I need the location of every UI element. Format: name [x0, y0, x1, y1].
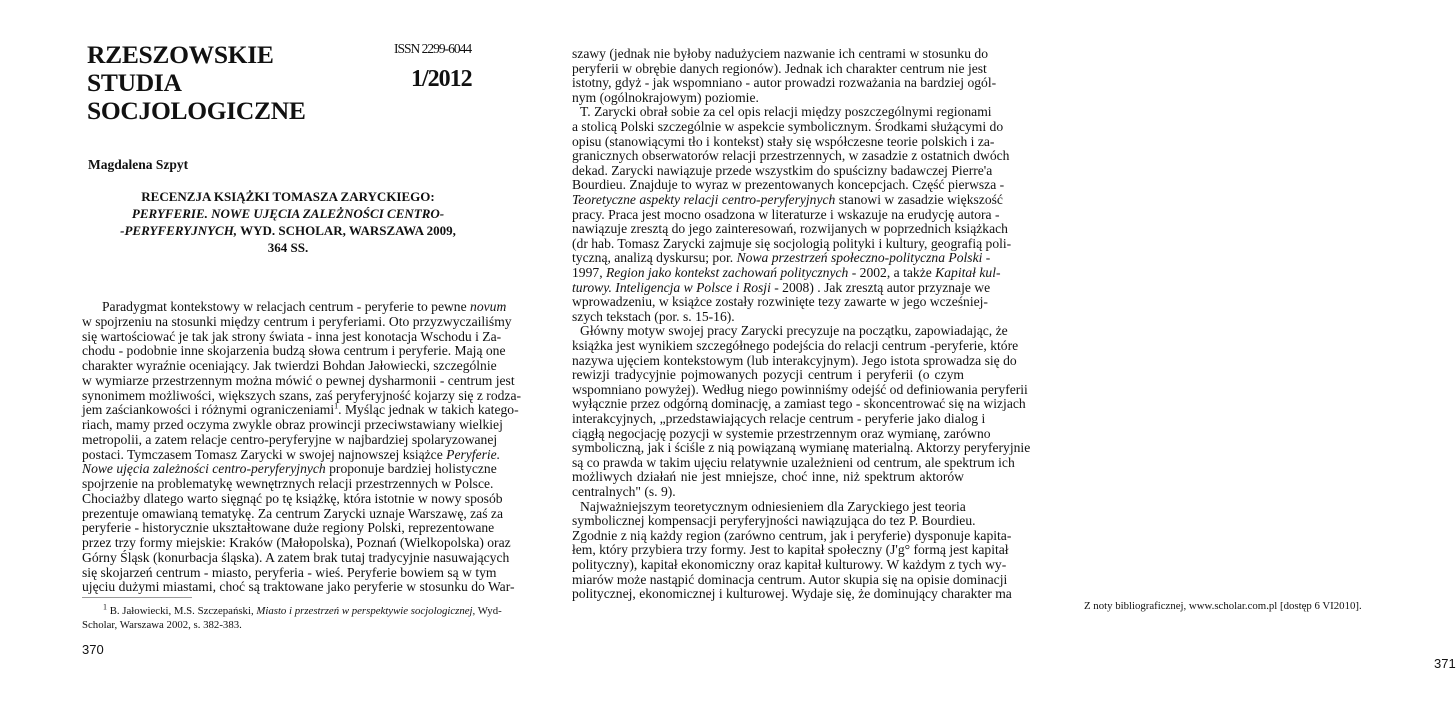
text-line: miarów może nastąpić dominacja centrum. Autor skupia się na opisie dominacji [572, 571, 1008, 587]
review-title-line3-italic: -PERYFERYJNYCH, [120, 223, 238, 238]
text-line: postaci. Tymczasem Tomasz Zarycki w swojej najnowszej książce Peryferie. [82, 446, 501, 462]
text-line: (dr hab. Tomasz Zarycki zajmuje się socjologią polityki i kultury, geografią poli- [572, 235, 1012, 251]
review-author: Magdalena Szpyt [88, 157, 189, 172]
text-line: przez trzy formy miejskie: Kraków (Małopolska), Poznań (Wielkopolska) oraz [82, 535, 511, 550]
text-line: szawy (jednak nie byłoby nadużyciem nazwanie ich centrami w stosunku do [572, 46, 988, 61]
text-line: możliwych działań nie jest mniejsze, choć inne, niż spektrum aktorów [572, 469, 964, 485]
text-line: się wartościować je tak jak strony świata - inna jest konotacja Wschodu i Za- [82, 328, 502, 344]
footnote-mark: 1 [103, 602, 107, 612]
left-page [0, 0, 522, 724]
issn: ISSN 2299-6044 [394, 41, 472, 56]
footnote-rule [82, 597, 192, 598]
review-title [108, 188, 468, 256]
right-footnote: Z noty bibliograficznej, www.scholar.com.pl [dostęp 6 VI2010]. [1084, 600, 1362, 612]
text-line: ciągłą negocjację pozycji w systemie przestrzennym oraz wymianę, zarówno [572, 425, 991, 441]
text-line: symboliczną, jak i ściśle z nią powiązaną wymianę materialną. Aktorzy peryferyjnie [572, 440, 1031, 456]
text-line: istotny, gdyż - jak wspomniano - autor prowadzi rozważania na bardziej ogól- [572, 75, 997, 91]
text-line: opisu (stanowiącymi tło i kontekst) stały się współczesne teorie polskich i za- [572, 133, 995, 149]
text-line: Górny Śląsk (konurbacja śląska). A zatem brak tutaj tradycyjnie nasuwających [82, 549, 510, 565]
text-line: pracy. Praca jest mocno osadzona w literaturze i wskazuje na erudycję autora - [572, 206, 1000, 222]
issue-number: 1/2012 [411, 66, 472, 92]
text-line: symbolicznej kompensacji peryferyjności nawiązująca do tez P. Bourdieu. [572, 513, 976, 529]
text-line: nym (ogólnokrajowym) poziomie. [572, 89, 759, 105]
text-line: wyłącznie przez odgórną dominację, a zamiast tego - skoncentrować się na wizjach [572, 396, 1026, 412]
page-number-right: 371 [1434, 656, 1456, 671]
page-number-left: 370 [82, 642, 104, 657]
text-line: Chociażby dlatego warto sięgnąć po tę książkę, która istotnie w nowy sposób [82, 490, 503, 506]
journal-title-line1: RZESZOWSKIE [87, 40, 274, 69]
text-line: centralnych" (s. 9). [572, 484, 676, 499]
text-line: Główny motyw swojej pracy Zarycki precyzuje na początku, zapowiadając, że [580, 323, 1008, 339]
text-line: w wymiarze przestrzennym można mówić o pewnej dysharmonii - centrum jest [82, 372, 515, 388]
text-line: riach, mamy przed oczyma zwykle obraz prowincji przeciwstawiany wielkiej [82, 417, 503, 432]
text-line: jem zaściankowości i różnymi ograniczeniami$^1$. Myśląc jednak w takich katego- [82, 401, 519, 418]
text-line: Teoretyczne aspekty relacji centro-peryferyjnych stanowi w zasadzie większość [572, 192, 1003, 207]
text-line: 1997, Region jako kontekst zachowań politycznych - 2002, a także Kapitał kul- [572, 265, 1001, 280]
review-title-line4: 364 SS. [267, 240, 309, 255]
text-line: Bourdieu. Znajduje to wyraz w prezentowanych koncepcjach. Część pierwsza - [572, 177, 1005, 193]
text-line: są co prawda w takim ujęciu relatywnie uzależnieni od centrum, ale spektrum ich [572, 454, 1015, 470]
text-line: rewizji tradycyjnie pojmowanych pozycji centrum i peryferii (o czym [572, 367, 964, 383]
text-line: szych tekstach (por. s. 15-16). [572, 308, 735, 324]
text-line: tyczną, analizą dyskursu; por. Nowa przestrzeń społeczno-polityczna Polski - [572, 250, 991, 266]
text-line: łem, który przybiera trzy formy. Jest to kapitał społeczny (J'g° formą jest kapitał [572, 542, 1009, 558]
text-line: interakcyjnych, „przedstawiających relacje centrum - peryferie jako dialog i [572, 411, 986, 426]
review-title-line3 [108, 222, 468, 239]
journal-title [87, 41, 387, 125]
review-title-line3-plain: WYD. SCHOLAR, WARSZAWA 2009, [237, 223, 456, 238]
text-line: Najważniejszym teoretycznym odniesieniem dla Zaryckiego jest teoria [580, 498, 966, 514]
text-line: charakter wyraźnie oceniający. Jak twierdzi Bohdan Jałowiecki, szczególnie [82, 358, 497, 373]
text-line: peryferii w obrębie danych regionów). Jednak ich charakter centrum nie jest [572, 60, 987, 76]
text-line: wspomniano powyżej). Według niego powinniśmy odejść od definiowania peryferii [572, 381, 1028, 397]
text-line: książka jest wynikiem szczegółnego podejścia do relacji centrum -peryferie, które [572, 338, 1019, 353]
text-line: polityczny), kapitał ekonomiczny oraz kapitał kulturowy. W każdym z tych wy- [572, 557, 1007, 572]
text-line: się skojarzeń centrum - miasto, peryferia - wieś. Peryferie bowiem są w tym [82, 564, 497, 580]
text-line: metropolii, a zatem relacje centro-peryferyjne w najbardziej spolaryzowanej [82, 431, 498, 447]
text-line: Nowe ujęcia zależności centro-peryferyjnych proponuje bardziej holistyczne [82, 461, 497, 477]
text-line: granicznych obserwatorów relacji przestrzennych, w zasadzie z ostatnich dwóch [572, 148, 1010, 164]
text-line: politycznej, ekonomicznej i kulturowej. Wydaje się, że dominujący charakter ma [572, 586, 1012, 602]
text-line: chodu - podobnie inne skojarzenia budzą słowa centrum i peryferie. Mają one [82, 343, 506, 359]
text-line: turowy. Inteligencja w Polsce i Rosji - 2008) . Jak zresztą autor przyznaje we [572, 279, 991, 295]
text-line: peryferie - historycznie ukształtowane duże regiony Polski, reprezentowane [82, 520, 495, 536]
text-line: prezentuje omawianą tematykę. Za centrum Zarycki uznaje Warszawę, zaś za [82, 505, 503, 521]
footnote-line2: Scholar, Warszawa 2002, s. 382-383. [82, 619, 242, 631]
text-line: w spojrzeniu na stosunki między centrum i peryferiami. Oto przyzwyczailiśmy [82, 313, 512, 329]
text-line: nazywa ujęciem kontekstowym (lub interakcyjnym). Jego istota sprowadza się do [572, 352, 1017, 368]
review-title-line2: PERYFERIE. NOWE UJĘCIA ZALEŻNOŚCI CENTRO- [131, 206, 445, 221]
text-line: Zgodnie z nią każdy region (zarówno centrum, jak i peryferie) dysponuje kapita- [572, 527, 1012, 543]
text-line: spojrzenie na problematykę wewnętrznych relacji przestrzennych w Polsce. [82, 476, 494, 491]
text-line: a stolicą Polski szczególnie w aspekcie symbolicznym. Środkami służącymi do [572, 119, 1004, 134]
text-line: wprowadzeniu, w książce zostały rozwinięte tezy zawarte w jego wcześniej- [572, 294, 988, 310]
text-line: dekad. Zarycki nawiązuje przede wszystkim do spuścizny badawczej Pierre'a [572, 162, 993, 178]
review-title-line1: RECENZJA KSIĄŻKI TOMASZA ZARYCKIEGO: [141, 189, 435, 204]
text-line: ujęciu dużymi miastami, choć są traktowane jako peryferie w stosunku do War- [82, 579, 515, 595]
text-line: T. Zarycki obrał sobie za cel opis relacji między poszczególnymi regionami [580, 104, 992, 120]
footnote-line1: $^1$ B. Jałowiecki, M.S. Szczepański, Miasto i przestrzeń w perspektywie socjologicznej, Wyd- [103, 602, 502, 617]
text-line: synonimem możliwości, większych szans, zaś peryferyjność kojarzy się z rodza- [82, 387, 522, 403]
text-line: nawiązuje zresztą do jego zainteresowań, rozwijanych w poprzednich książkach [572, 221, 1008, 237]
right-page [512, 0, 1456, 724]
text-line: Paradygmat kontekstowy w relacjach centrum - peryferie to pewne novum [102, 299, 507, 314]
journal-title-line2: STUDIA SOCJOLOGICZNE [87, 68, 306, 125]
